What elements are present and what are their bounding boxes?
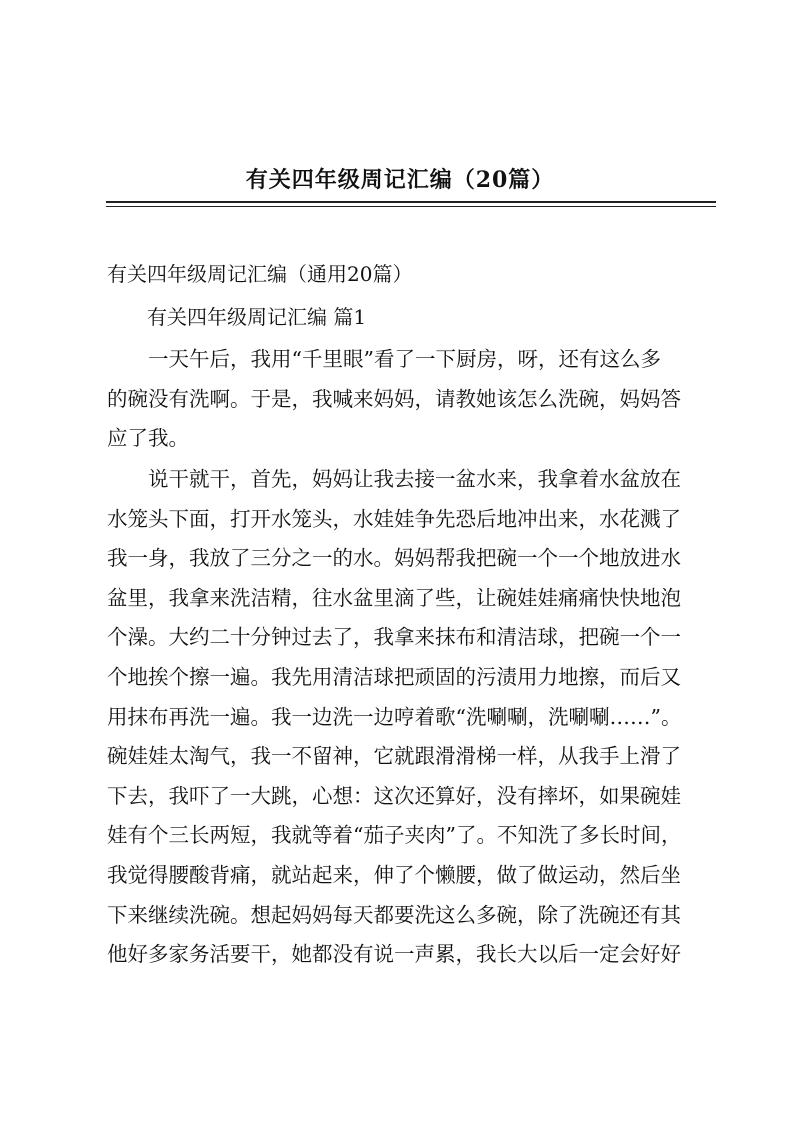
paragraph-line: 我觉得腰酸背痛，就站起来，伸了个懒腰，做了做运动，然后坐 xyxy=(107,862,681,887)
page-header-title: 有关四年级周记汇编（20篇） xyxy=(245,167,555,193)
paragraph-line: 碗娃娃太淘气，我一不留神，它就跟滑滑梯一样，从我手上滑了 xyxy=(107,744,681,769)
paragraph-1 xyxy=(107,340,719,459)
paragraph-line: 下来继续洗碗。想起妈妈每天都要洗这么多碗，除了洗碗还有其 xyxy=(107,902,681,927)
section-title: 有关四年级周记汇编 篇1 xyxy=(147,305,367,329)
paragraph-line: 我一身，我放了三分之一的水。妈妈帮我把碗一个一个地放进水 xyxy=(107,546,681,571)
paragraph-line: 个澡。大约二十分钟过去了，我拿来抹布和清洁球，把碗一个一 xyxy=(107,625,681,650)
paragraph-line: 盆里，我拿来洗洁精，往水盆里滴了些，让碗娃娃痛痛快快地泡 xyxy=(107,585,681,610)
paragraph-line: 个地挨个擦一遍。我先用清洁球把顽固的污渍用力地擦，而后又 xyxy=(107,664,681,689)
paragraph-line: 说干就干，首先，妈妈让我去接一盆水来，我拿着水盆放在 xyxy=(107,467,681,491)
header-rule-thin xyxy=(106,206,716,207)
paragraph-line: 下去，我吓了一大跳，心想：这次还算好，没有摔坏，如果碗娃 xyxy=(107,783,681,808)
paragraph-line: 一天午后，我用“千里眼”看了一下厨房，呀，还有这么多 xyxy=(107,347,661,371)
paragraph-line: 应了我。 xyxy=(107,426,189,451)
document-title: 有关四年级周记汇编（通用20篇） xyxy=(107,262,413,286)
paragraph-line: 娃有个三长两短，我就等着“茄子夹肉”了。不知洗了多长时间， xyxy=(107,823,682,848)
paragraph-2 xyxy=(107,460,719,975)
paragraph-line: 他好多家务活要干，她都没有说一声累，我长大以后一定会好好 xyxy=(107,942,681,967)
paragraph-line: 的碗没有洗啊。于是，我喊来妈妈，请教她该怎么洗碗，妈妈答 xyxy=(107,386,681,411)
paragraph-line: 水笼头下面，打开水笼头，水娃娃争先恐后地冲出来，水花溅了 xyxy=(107,506,681,531)
header-rule-thick xyxy=(106,201,716,203)
paragraph-line: 用抹布再洗一遍。我一边洗一边哼着歌“洗唰唰，洗唰唰……”。 xyxy=(107,704,682,729)
